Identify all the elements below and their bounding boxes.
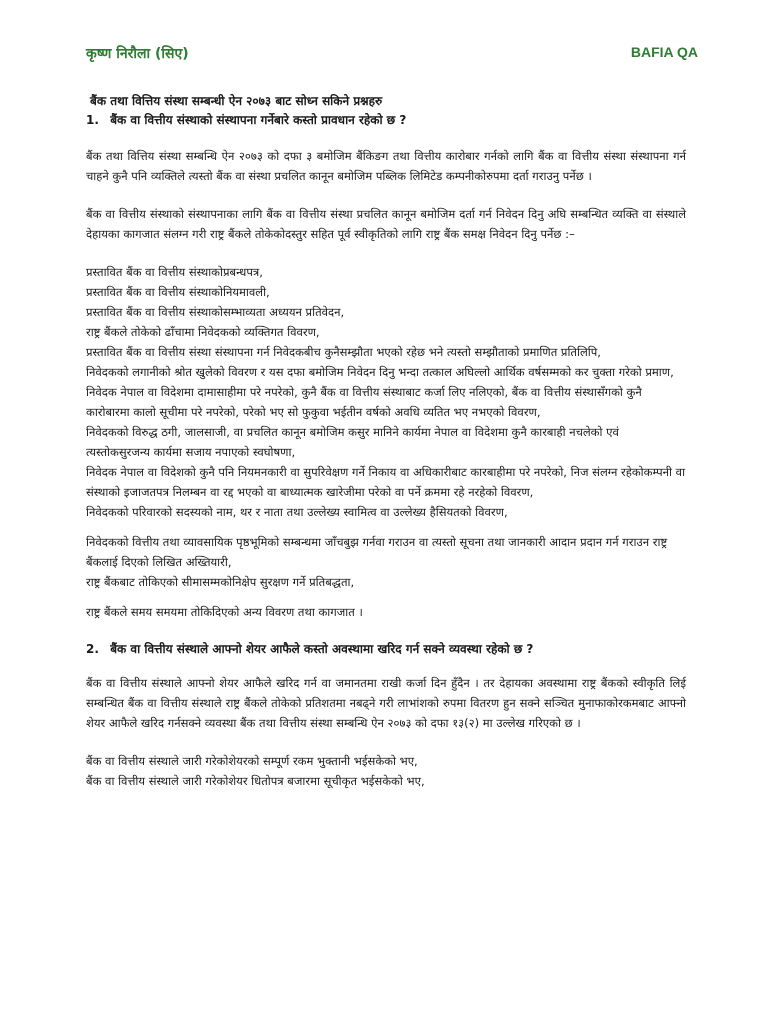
spacer <box>86 592 686 602</box>
list-item: निवेदकको लगानीको श्रोत खुलेको विवरण र यस दफा बमोजिम निवेदन दिनु भन्दा तत्काल अघिल्लो आर्थिक वर्षसम्मको कर चुक्ता गरेको प्रमाण, <box>86 365 674 379</box>
question-1-heading <box>86 111 686 128</box>
document-title: बैंक तथा वित्तिय संस्था सम्बन्धी ऐन २०७३ बाट सोध्न सकिने प्रश्नहरु <box>90 94 383 108</box>
page-header <box>86 44 698 66</box>
question-text: बैंक वा वित्तीय संस्थाको संस्थापना गर्नेबारे कस्तो प्रावधान रहेको छ ? <box>110 113 407 127</box>
author-name: कृष्ण निरौला (सिए) <box>86 46 189 62</box>
org-name: BAFIA QA <box>630 44 698 60</box>
paragraph: बैंक वा वित्तीय संस्थाले आफ्नो शेयर आफैले खरिद गर्न वा जमानतमा राखी कर्जा दिन हुँदैन । तर देहायका अवस्थामा राष्ट्र बैंकको स्वीकृति लिई सम्बन्धित बैंक वा वित्तीय संस्थाले राष्ट्र बैंकले तोकेको प्रतिशतमा नबढ्ने गरी लाभांशको रुपमा वितरण हुन सक्ने सञ्चित मुनाफाकोरकमबाट आफ्नो शेयर आफैले खरिद गर्नसक्ने व्यवस्था बैंक तथा वित्तीय संस्था सम्बन्धि ऐन २०७३ को दफा १३(२) मा उल्लेख गरिएको छ । <box>86 676 686 730</box>
spacer <box>86 522 686 532</box>
question-text: बैंक वा वित्तीय संस्थाले आफ्नो शेयर आफैले कस्तो अवस्थामा खरिद गर्न सक्ने व्यवस्था रहेको छ ? <box>110 642 534 656</box>
list-item: प्रस्तावित बैंक वा वित्तीय संस्थाकोनियमावली, <box>86 285 270 299</box>
paragraph: बैंक तथा वित्तिय संस्था सम्बन्धि ऐन २०७३ को दफा ३ बमोजिम बैंकिङग तथा वित्तीय कारोबार गर्नको लागि बैंक वा वित्तीय संस्था संस्थापना गर्न चाहने कुनै पनि व्यक्तिले त्यस्तो बैंक वा संस्था प्रचलित कानून बमोजिम पब्लिक लिमिटेड कम्पनीकोरुपमा दर्ता गराउनु पर्नेछ । <box>86 149 686 183</box>
list-item: प्रस्तावित बैंक वा वित्तीय संस्था संस्थापना गर्न निवेदकबीच कुनैसम्झौता भएको रहेछ भने त्यस्तो सम्झौताको प्रमाणित प्रतिलिपि, <box>86 345 601 359</box>
paragraph: बैंक वा वित्तीय संस्थाको संस्थापनाका लागि बैंक वा वित्तीय संस्था प्रचलित कानून बमोजिम दर्ता गर्न निवेदन दिनु अघि सम्बन्धित व्यक्ति वा संस्थाले देहायका कागजात संलग्न गरी राष्ट्र बैंकले तोकेकोदस्तुर सहित पूर्व स्वीकृतिको लागि राष्ट्र बैंक समक्ष निवेदन दिनु पर्नेछ :– <box>86 207 686 241</box>
list-item: प्रस्तावित बैंक वा वित्तीय संस्थाकोप्रबन्धपत्र, <box>86 265 263 279</box>
requirements-list <box>86 262 686 622</box>
list-item: राष्ट्र बैंकले समय समयमा तोकिदिएको अन्य विवरण तथा कागजात । <box>86 605 363 619</box>
question-number: 1. <box>86 113 99 127</box>
list-item: निवेदकको विरुद्ध ठगी, जालसाजी, वा प्रचलित कानून बमोजिम कसुर मानिने कार्यमा नेपाल वा विदेशमा कुनै कारबाही नचलेको एवं त्यस्तोकसुरजन्य कार्यमा सजाय नपाएको स्वघोषणा, <box>86 425 619 459</box>
list-item: प्रस्तावित बैंक वा वित्तीय संस्थाकोसम्भाव्यता अध्ययन प्रतिवेदन, <box>86 305 345 319</box>
document-body <box>86 92 686 809</box>
question-2-heading <box>86 640 686 657</box>
list-item: बैंक वा वित्तीय संस्थाले जारी गरेकोशेयरको सम्पूर्ण रकम भुक्तानी भईसकेको भए, <box>86 754 418 768</box>
list-item: निवेदक नेपाल वा विदेशमा दामासाहीमा परे नपरेको, कुनै बैंक वा वित्तीय संस्थाबाट कर्जा लिए नलिएको, बैंक वा वित्तीय संस्थासँगको कुनै कारोबारमा कालो सूचीमा परे नपरेको, परेको भए सो फुकुवा भईतीन वर्षको अवधि व्यतित भए नभएको विवरण, <box>86 385 642 419</box>
list-item: राष्ट्र बैंकले तोकेको ढाँचामा निवेदकको व्यक्तिगत विवरण, <box>86 325 320 339</box>
list-item: निवेदकको वित्तीय तथा व्यावसायिक पृष्ठभूमिको सम्बन्धमा जाँचबुझ गर्नवा गराउन वा त्यस्तो सूचना तथा जानकारी आदान प्रदान गर्न गराउन राष्ट्र बैंकलाई दिएको लिखित अख्तियारी, <box>86 535 668 569</box>
question-number: 2. <box>86 642 99 656</box>
list-item: बैंक वा वित्तीय संस्थाले जारी गरेकोशेयर धितोपत्र बजारमा सूचीकृत भईसकेको भए, <box>86 774 425 788</box>
list-item: निवेदक नेपाल वा विदेशको कुनै पनि नियमनकारी वा सुपरिवेक्षण गर्ने निकाय वा अधिकारीबाट कारबाहीमा परे नपरेको, निज संलग्न रहेकोकम्पनी वा संस्थाको इजाजतपत्र निलम्बन वा रद्द भएको वा बाध्यात्मक खारेजीमा परेको वा पर्ने क्रममा रहे नरहेको विवरण, <box>86 465 686 499</box>
conditions-list <box>86 751 686 791</box>
list-item: राष्ट्र बैंकबाट तोकिएको सीमासम्मकोनिक्षेप सुरक्षण गर्ने प्रतिबद्धता, <box>86 575 355 589</box>
list-item: निवेदकको परिवारको सदस्यको नाम, थर र नाता तथा उल्लेख्य स्वामित्व वा उल्लेख्य हैसियतको विवरण, <box>86 505 508 519</box>
